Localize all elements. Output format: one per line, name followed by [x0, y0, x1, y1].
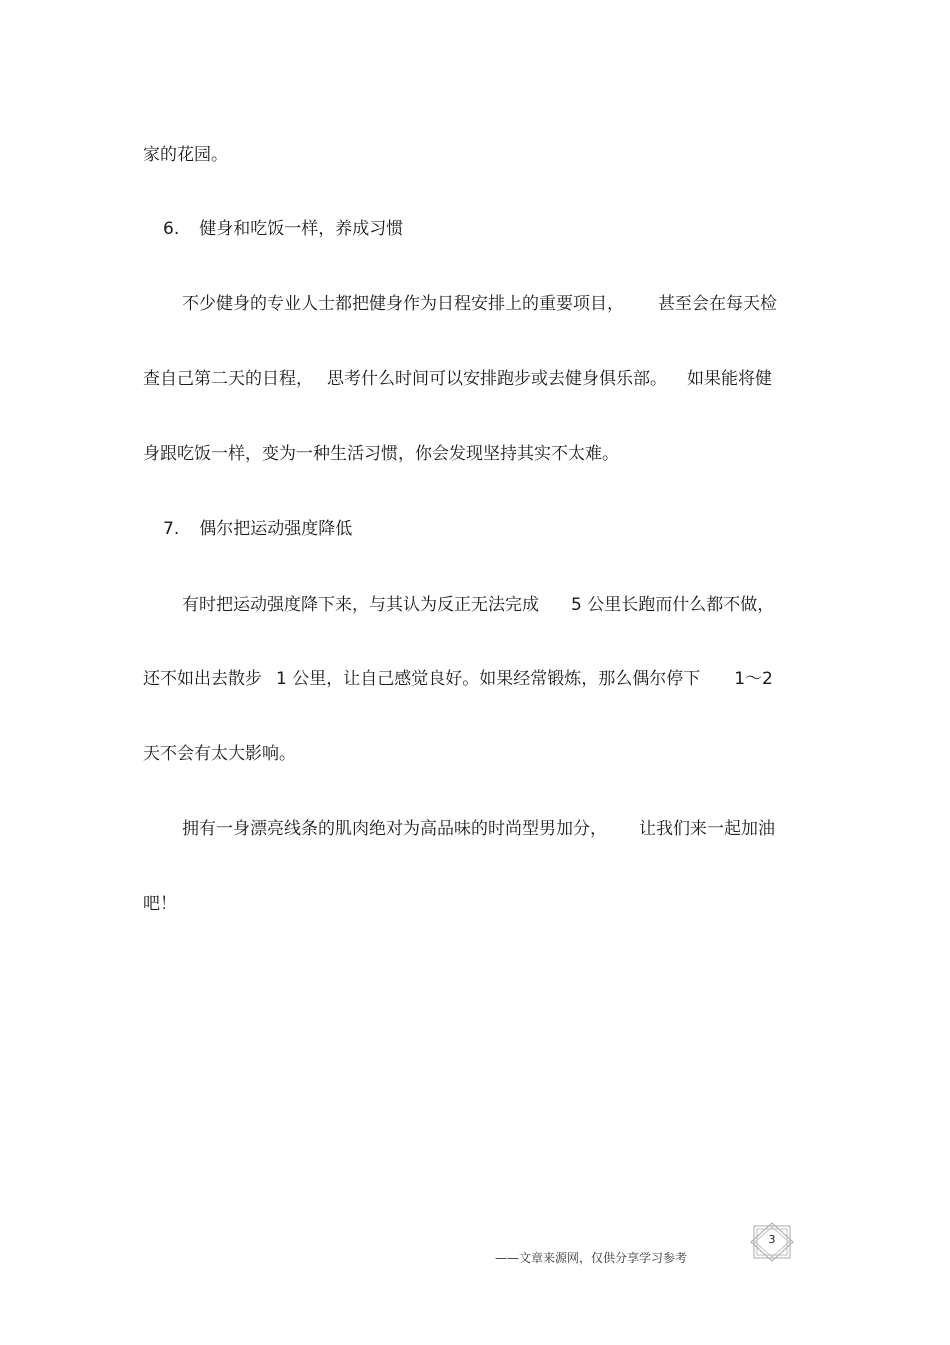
text-segment: 不少健身的专业人士都把健身作为日程安排上的重要项目，	[182, 294, 624, 314]
text-segment: 甚至会在每天检	[658, 294, 777, 314]
paragraph-line-10	[182, 818, 775, 840]
paragraph-line-3	[182, 293, 777, 315]
section-number: 7.	[163, 519, 180, 539]
text-segment: 查自己第二天的日程，	[143, 369, 313, 389]
text-segment: 天不会有太大影响。	[143, 744, 296, 764]
text-segment: 1 公里，让自己感觉良好。如果经常锻炼，那么偶尔停下	[276, 669, 701, 689]
paragraph-line-7	[182, 594, 774, 616]
text-segment: 还不如出去散步	[143, 669, 262, 689]
paragraph-line-5	[143, 443, 619, 465]
paragraph-line-8	[143, 668, 773, 690]
paragraph-line-1	[143, 144, 228, 166]
section-title: 偶尔把运动强度降低	[199, 519, 353, 539]
section-title: 健身和吃饭一样，养成习惯	[199, 219, 404, 239]
paragraph-line-9	[143, 743, 296, 765]
text-segment: 5 公里长跑而什么都不做，	[571, 595, 775, 615]
text-segment: 如果能将健	[687, 369, 772, 389]
text-segment: 家的花园。	[143, 145, 228, 165]
text-segment: 拥有一身漂亮线条的肌肉绝对为高品味的时尚型男加分，	[182, 819, 607, 839]
text-segment: 1～2	[734, 669, 773, 689]
text-segment: 有时把运动强度降下来，与其认为反正无法完成	[182, 595, 539, 615]
text-segment: 让我们来一起加油	[639, 819, 775, 839]
section-heading-6	[163, 218, 403, 240]
section-heading-7	[163, 518, 352, 540]
page-number: 3	[768, 1233, 776, 1246]
text-segment: 身跟吃饭一样，变为一种生活习惯，你会发现坚持其实不太难。	[143, 444, 619, 464]
source-note: ——文章来源网，仅供分享学习参考	[495, 1251, 688, 1265]
text-segment: 思考什么时间可以安排跑步或去健身俱乐部。	[327, 369, 667, 389]
paragraph-line-11	[143, 893, 177, 915]
section-number: 6.	[163, 219, 180, 239]
text-segment: 吧！	[143, 894, 177, 914]
paragraph-line-4	[143, 368, 772, 390]
page-number-badge	[748, 1222, 796, 1262]
